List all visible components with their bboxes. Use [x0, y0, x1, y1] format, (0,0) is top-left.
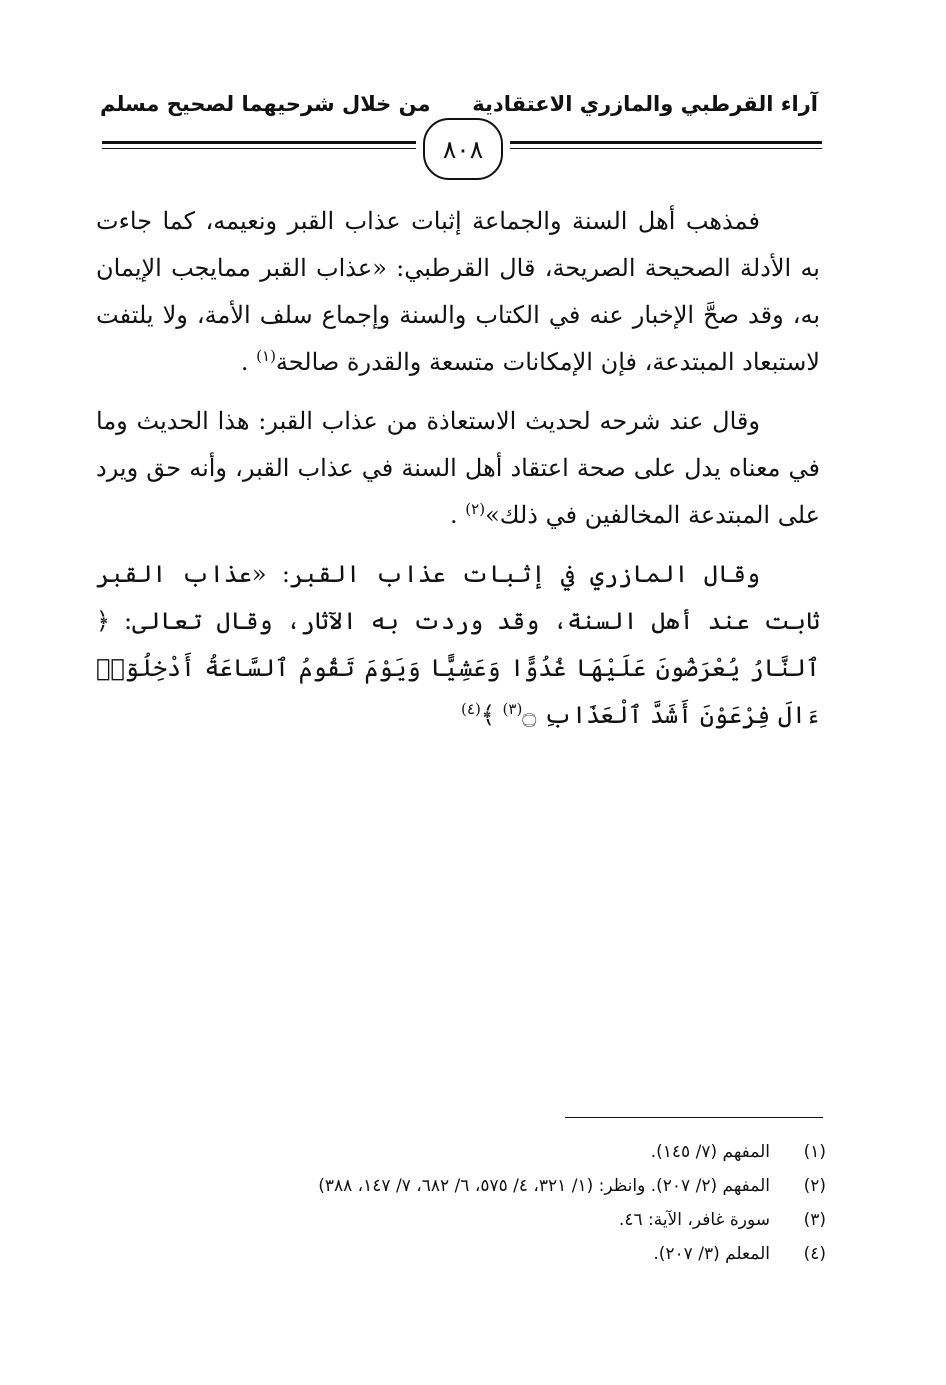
paragraph-tail: . — [240, 348, 257, 376]
paragraph — [96, 551, 820, 739]
header-rule-right-thin — [510, 148, 822, 149]
footnote-number: (٣) — [803, 1210, 826, 1230]
footnote-ref[interactable]: (٤) — [461, 700, 481, 718]
footnote — [186, 1203, 826, 1237]
paragraph-tail: ﴾ — [480, 701, 503, 729]
footnote-text: المفهم (٧/ ١٤٥). — [650, 1142, 770, 1162]
footnote-ref[interactable]: (٣) — [502, 700, 523, 718]
page-number: ٨٠٨ — [423, 118, 503, 180]
footnote-ref[interactable]: (٢) — [465, 500, 486, 518]
paragraph — [96, 398, 820, 539]
footnote — [186, 1237, 826, 1271]
footnote — [186, 1135, 826, 1169]
body-text — [96, 198, 820, 739]
header-rule-left-thick — [102, 141, 416, 144]
footnote-text: سورة غافر، الآية: ٤٦. — [618, 1210, 770, 1230]
running-header-book-title: آراء القرطبي والمازري الاعتقادية — [472, 92, 818, 116]
footnote — [186, 1169, 826, 1203]
footnote-text: المفهم (٢/ ٢٠٧). وانظر: (١/ ٣٢١، ٤/ ٥٧٥، ٦/ ٦٨٢، ٧/ ١٤٧، ٣٨٨) — [318, 1176, 770, 1196]
paragraph — [96, 198, 820, 386]
footnote-ref[interactable]: (١) — [256, 347, 276, 365]
header-rule-right-thick — [510, 141, 822, 144]
paragraph-tail: . — [450, 501, 466, 529]
paragraph-text: فمذهب أهل السنة والجماعة إثبات عذاب القبر ونعيمه، كما جاءت به الأدلة الصحيحة الصريحة، قال القرطبي: «عذاب القبر ممايجب الإيمان به، وقد صحَّ الإخبار عنه في الكتاب والسنة وإجماع سلف الأمة، ولا يلتفت لاستبعاد المبتدعة، فإن الإمكانات متسعة والقدرة صالحة — [96, 207, 820, 376]
paragraph-text: وقال المازري في إثبات عذاب القبر: «عذاب القبر ثابت عند أهل السنة، وقد وردت به الآثار، وقال تعالى: ﴿ ٱلنَّارُ يُعْرَضُونَ عَلَيْهَا غُدُوًّا وَعَشِيًّا وَيَوْمَ تَقُومُ ٱلسَّاعَةُ أَدْخِلُوٓا۟ ءَالَ فِرْعَوْنَ أَشَدَّ ٱلْعَذَابِ ۝ — [96, 560, 820, 729]
footnotes — [186, 1135, 826, 1271]
footnote-text: المعلم (٣/ ٢٠٧). — [653, 1244, 770, 1264]
footnote-number: (١) — [803, 1142, 826, 1162]
footnote-number: (٤) — [803, 1244, 826, 1264]
paragraph-text: وقال عند شرحه لحديث الاستعاذة من عذاب القبر: هذا الحديث وما في معناه يدل على صحة اعتقاد أهل السنة في عذاب القبر، وأنه حق ويرد على المبتدعة المخالفين في ذلك» — [96, 407, 820, 529]
footnote-number: (٢) — [803, 1176, 826, 1196]
footnote-separator — [565, 1117, 823, 1118]
running-header-subtitle: من خلال شرحيهما لصحيح مسلم — [100, 92, 431, 116]
header-rule-left-thin — [102, 148, 416, 149]
